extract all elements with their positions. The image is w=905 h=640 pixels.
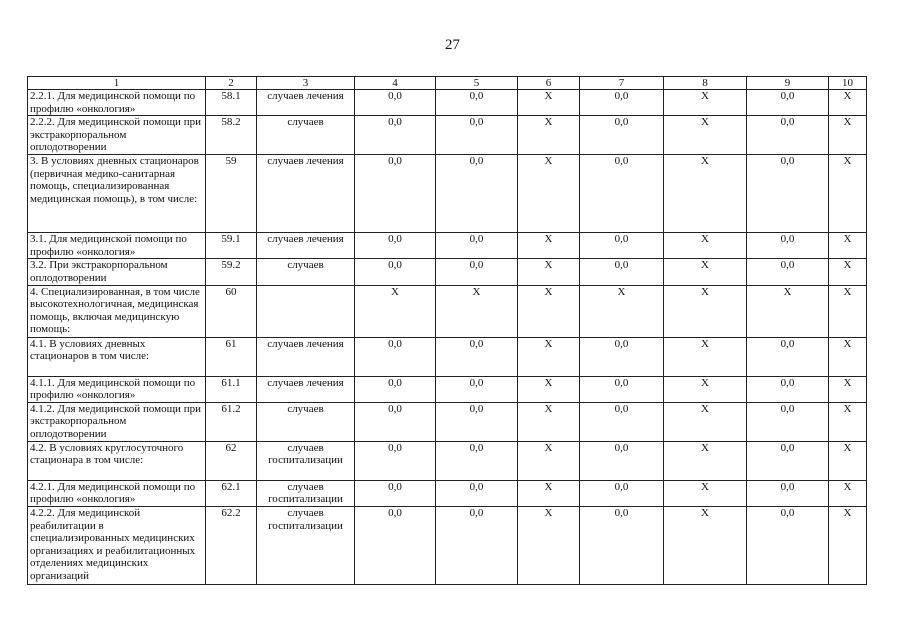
row-unit: случаев лечения: [257, 155, 355, 233]
cell-col5: 0,0: [436, 376, 518, 402]
cell-col4: 0,0: [355, 116, 436, 155]
row-unit: случаев госпитализации: [257, 506, 355, 584]
row-name: 3.2. При экстракорпоральном оплодотворении: [28, 259, 206, 285]
row-code: 58.2: [206, 116, 257, 155]
cell-col7: 0,0: [580, 90, 664, 116]
cell-col7: 0,0: [580, 441, 664, 480]
cell-col4: 0,0: [355, 155, 436, 233]
cell-col7: X: [580, 285, 664, 337]
cell-col10: X: [829, 233, 867, 259]
row-name: 3.1. Для медицинской помощи по профилю «онкология»: [28, 233, 206, 259]
cell-col6: X: [518, 441, 580, 480]
cell-col4: 0,0: [355, 506, 436, 584]
column-header: 7: [580, 77, 664, 90]
cell-col5: 0,0: [436, 90, 518, 116]
cell-col4: 0,0: [355, 402, 436, 441]
row-code: 61: [206, 337, 257, 376]
cell-col9: X: [747, 285, 829, 337]
row-name: 4.2. В условиях круглосуточного стационара в том числе:: [28, 441, 206, 480]
table-row: [28, 506, 867, 584]
row-code: 60: [206, 285, 257, 337]
table-row: [28, 259, 867, 285]
cell-col8: X: [664, 506, 747, 584]
cell-col6: X: [518, 285, 580, 337]
table-row: [28, 480, 867, 506]
row-unit: случаев госпитализации: [257, 441, 355, 480]
row-unit: случаев: [257, 116, 355, 155]
cell-col8: X: [664, 480, 747, 506]
cell-col9: 0,0: [747, 116, 829, 155]
cell-col7: 0,0: [580, 233, 664, 259]
cell-col7: 0,0: [580, 506, 664, 584]
cell-col8: X: [664, 337, 747, 376]
row-code: 58.1: [206, 90, 257, 116]
cell-col9: 0,0: [747, 506, 829, 584]
row-name: 4.1.2. Для медицинской помощи при экстракорпоральном оплодотворении: [28, 402, 206, 441]
data-table: [27, 76, 867, 585]
row-name: 3. В условиях дневных стационаров (первичная медико-санитарная помощь, специализированная медицинская помощь), в том числе:: [28, 155, 206, 233]
row-unit: случаев лечения: [257, 233, 355, 259]
column-header: 1: [28, 77, 206, 90]
cell-col8: X: [664, 376, 747, 402]
cell-col6: X: [518, 337, 580, 376]
cell-col4: 0,0: [355, 480, 436, 506]
page-number: 27: [445, 37, 460, 53]
cell-col5: X: [436, 285, 518, 337]
row-name: 4.1. В условиях дневных стационаров в том числе:: [28, 337, 206, 376]
row-code: 61.1: [206, 376, 257, 402]
table-row: [28, 116, 867, 155]
cell-col10: X: [829, 285, 867, 337]
row-unit: [257, 285, 355, 337]
row-name: 4.2.1. Для медицинской помощи по профилю «онкология»: [28, 480, 206, 506]
cell-col4: 0,0: [355, 90, 436, 116]
table-row: [28, 155, 867, 233]
row-code: 62.1: [206, 480, 257, 506]
cell-col10: X: [829, 90, 867, 116]
cell-col6: X: [518, 155, 580, 233]
cell-col4: 0,0: [355, 376, 436, 402]
cell-col9: 0,0: [747, 259, 829, 285]
cell-col8: X: [664, 259, 747, 285]
cell-col10: X: [829, 376, 867, 402]
cell-col9: 0,0: [747, 155, 829, 233]
cell-col7: 0,0: [580, 337, 664, 376]
column-header: 4: [355, 77, 436, 90]
cell-col5: 0,0: [436, 116, 518, 155]
cell-col5: 0,0: [436, 155, 518, 233]
row-unit: случаев: [257, 402, 355, 441]
table-row: [28, 90, 867, 116]
cell-col10: X: [829, 506, 867, 584]
row-name: 2.2.1. Для медицинской помощи по профилю «онкология»: [28, 90, 206, 116]
row-unit: случаев лечения: [257, 337, 355, 376]
cell-col5: 0,0: [436, 506, 518, 584]
cell-col7: 0,0: [580, 155, 664, 233]
column-header: 3: [257, 77, 355, 90]
cell-col8: X: [664, 285, 747, 337]
cell-col7: 0,0: [580, 402, 664, 441]
row-code: 59.1: [206, 233, 257, 259]
cell-col10: X: [829, 441, 867, 480]
cell-col5: 0,0: [436, 402, 518, 441]
cell-col5: 0,0: [436, 337, 518, 376]
row-code: 61.2: [206, 402, 257, 441]
cell-col4: 0,0: [355, 259, 436, 285]
column-header: 5: [436, 77, 518, 90]
row-name: 4.1.1. Для медицинской помощи по профилю «онкология»: [28, 376, 206, 402]
cell-col7: 0,0: [580, 376, 664, 402]
cell-col6: X: [518, 376, 580, 402]
cell-col10: X: [829, 155, 867, 233]
row-unit: случаев лечения: [257, 90, 355, 116]
cell-col9: 0,0: [747, 402, 829, 441]
cell-col8: X: [664, 402, 747, 441]
row-code: 59.2: [206, 259, 257, 285]
row-unit: случаев госпитализации: [257, 480, 355, 506]
row-name: 2.2.2. Для медицинской помощи при экстракорпоральном оплодотворении: [28, 116, 206, 155]
cell-col6: X: [518, 116, 580, 155]
cell-col9: 0,0: [747, 441, 829, 480]
cell-col8: X: [664, 116, 747, 155]
cell-col6: X: [518, 233, 580, 259]
cell-col4: X: [355, 285, 436, 337]
cell-col6: X: [518, 90, 580, 116]
cell-col5: 0,0: [436, 259, 518, 285]
table-row: [28, 376, 867, 402]
cell-col6: X: [518, 480, 580, 506]
column-header: 8: [664, 77, 747, 90]
cell-col8: X: [664, 155, 747, 233]
cell-col5: 0,0: [436, 441, 518, 480]
column-header: 6: [518, 77, 580, 90]
table-row: [28, 441, 867, 480]
row-unit: случаев лечения: [257, 376, 355, 402]
cell-col10: X: [829, 337, 867, 376]
cell-col9: 0,0: [747, 233, 829, 259]
cell-col9: 0,0: [747, 376, 829, 402]
cell-col7: 0,0: [580, 116, 664, 155]
cell-col4: 0,0: [355, 233, 436, 259]
table-row: [28, 285, 867, 337]
column-header: 2: [206, 77, 257, 90]
cell-col7: 0,0: [580, 259, 664, 285]
header-row: [28, 77, 867, 90]
row-name: 4. Специализированная, в том числе высокотехнологичная, медицинская помощь, включая медицинскую помощь:: [28, 285, 206, 337]
row-code: 62.2: [206, 506, 257, 584]
column-header: 9: [747, 77, 829, 90]
row-name: 4.2.2. Для медицинской реабилитации в специализированных медицинских организациях и реабилитационных отделениях медицинских организаций: [28, 506, 206, 584]
row-code: 59: [206, 155, 257, 233]
cell-col9: 0,0: [747, 480, 829, 506]
cell-col6: X: [518, 506, 580, 584]
cell-col9: 0,0: [747, 90, 829, 116]
cell-col4: 0,0: [355, 337, 436, 376]
cell-col10: X: [829, 116, 867, 155]
cell-col10: X: [829, 402, 867, 441]
column-header: 10: [829, 77, 867, 90]
cell-col8: X: [664, 90, 747, 116]
cell-col6: X: [518, 259, 580, 285]
cell-col8: X: [664, 441, 747, 480]
cell-col5: 0,0: [436, 233, 518, 259]
cell-col7: 0,0: [580, 480, 664, 506]
cell-col9: 0,0: [747, 337, 829, 376]
table-row: [28, 402, 867, 441]
table-row: [28, 233, 867, 259]
cell-col6: X: [518, 402, 580, 441]
row-code: 62: [206, 441, 257, 480]
row-unit: случаев: [257, 259, 355, 285]
cell-col10: X: [829, 259, 867, 285]
cell-col10: X: [829, 480, 867, 506]
cell-col5: 0,0: [436, 480, 518, 506]
table-row: [28, 337, 867, 376]
cell-col4: 0,0: [355, 441, 436, 480]
cell-col8: X: [664, 233, 747, 259]
